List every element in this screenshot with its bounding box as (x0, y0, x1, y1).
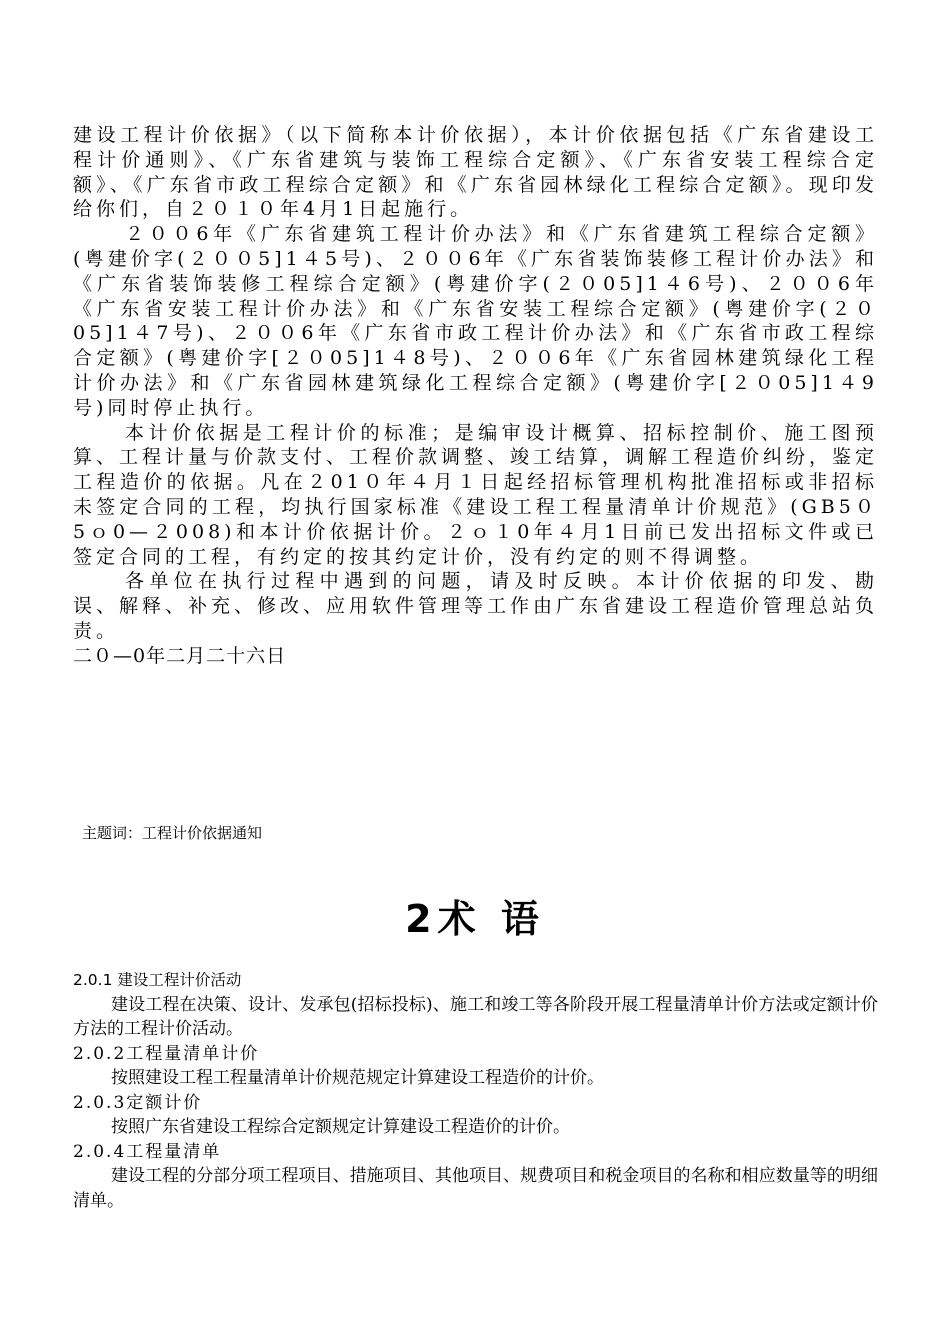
term-definition-2: 按照建设工程工程量清单计价规范规定计算建设工程造价的计价。 (111, 1068, 604, 1088)
term-heading-4: 2.0.4工程量清单 (73, 1141, 222, 1162)
terms-section (73, 968, 878, 1213)
notice-paragraph-1: 建设工程计价依据》（以下简称本计价依据），本计价依据包括《广东省建设工程计价通则》、《广东省建筑与装饰工程综合定额》、《广东省安装工程综合定额》、《广东省市政工程综合定额》和《广东省园林绿化工程综合定额》。现印发给你们，自２０１０年4月1日起施行。 (73, 124, 878, 221)
term-definition-3: 按照广东省建设工程综合定额规定计算建设工程造价的计价。 (111, 1117, 570, 1137)
subject-keywords: 主题词：工程计价依据通知 (82, 824, 263, 842)
notice-date: 二０—0年二月二十六日 (73, 644, 287, 667)
term-heading-2: 2.0.2工程量清单计价 (73, 1043, 260, 1064)
term-heading-1: 2.0.1 建设工程计价活动 (73, 971, 242, 989)
chapter-title: 2术 语 (405, 897, 545, 941)
notice-paragraph-2: ２００6年《广东省建筑工程计价办法》和《广东省建筑工程综合定额》(粤建价字(２００5]1４5号)、２００6年《广东省装饰装修工程计价办法》和《广东省装饰装修工程综合定额》(粤建价字(２０05]1４6号)、２００6年《广东省安装工程计价办法》和《广东省安装工程综合定额》(粤建价字(２０05]1４7号)、２００6年《广东省市政工程计价办法》和《广东省市政工程综合定额》(粤建价字[２０05]1４8号)、２００6年《广东省园林建筑绿化工程计价办法》和《广东省园林建筑绿化工程综合定额》(粤建价字[２０05]1４9号)同时停止执行。 (73, 223, 878, 419)
notice-paragraph-4: 各单位在执行过程中遇到的问题，请及时反映。本计价依据的印发、勘误、解释、补充、修改、应用软件管理等工作由广东省建设工程造价管理总站负责。 (73, 570, 879, 642)
notice-paragraph-3: 本计价依据是工程计价的标准；是编审设计概算、招标控制价、施工图预算、工程计量与价款支付、工程价款调整、竣工结算，调解工程造价纠纷，鉴定工程造价的依据。凡在２01０年４月１日起经招标管理机构批准招标或非招标未签定合同的工程，均执行国家标准《建设工程工程量清单计价规范》(GB5０5ｏ0—２008)和本计价依据计价。２ｏ１0年４月1日前已发出招标文件或已签定合同的工程，有约定的按其约定计价，没有约定的则不得调整。 (73, 421, 879, 568)
notice-body (73, 123, 878, 669)
term-heading-3: 2.0.3定额计价 (73, 1092, 203, 1113)
term-definition-4: 建设工程的分部分项工程项目、措施项目、其他项目、规费项目和税金项目的名称和相应数量等的明细清单。 (73, 1166, 878, 1211)
term-definition-1: 建设工程在决策、设计、发承包(招标投标)、施工和竣工等各阶段开展工程量清单计价方法或定额计价方法的工程计价活动。 (73, 994, 878, 1039)
